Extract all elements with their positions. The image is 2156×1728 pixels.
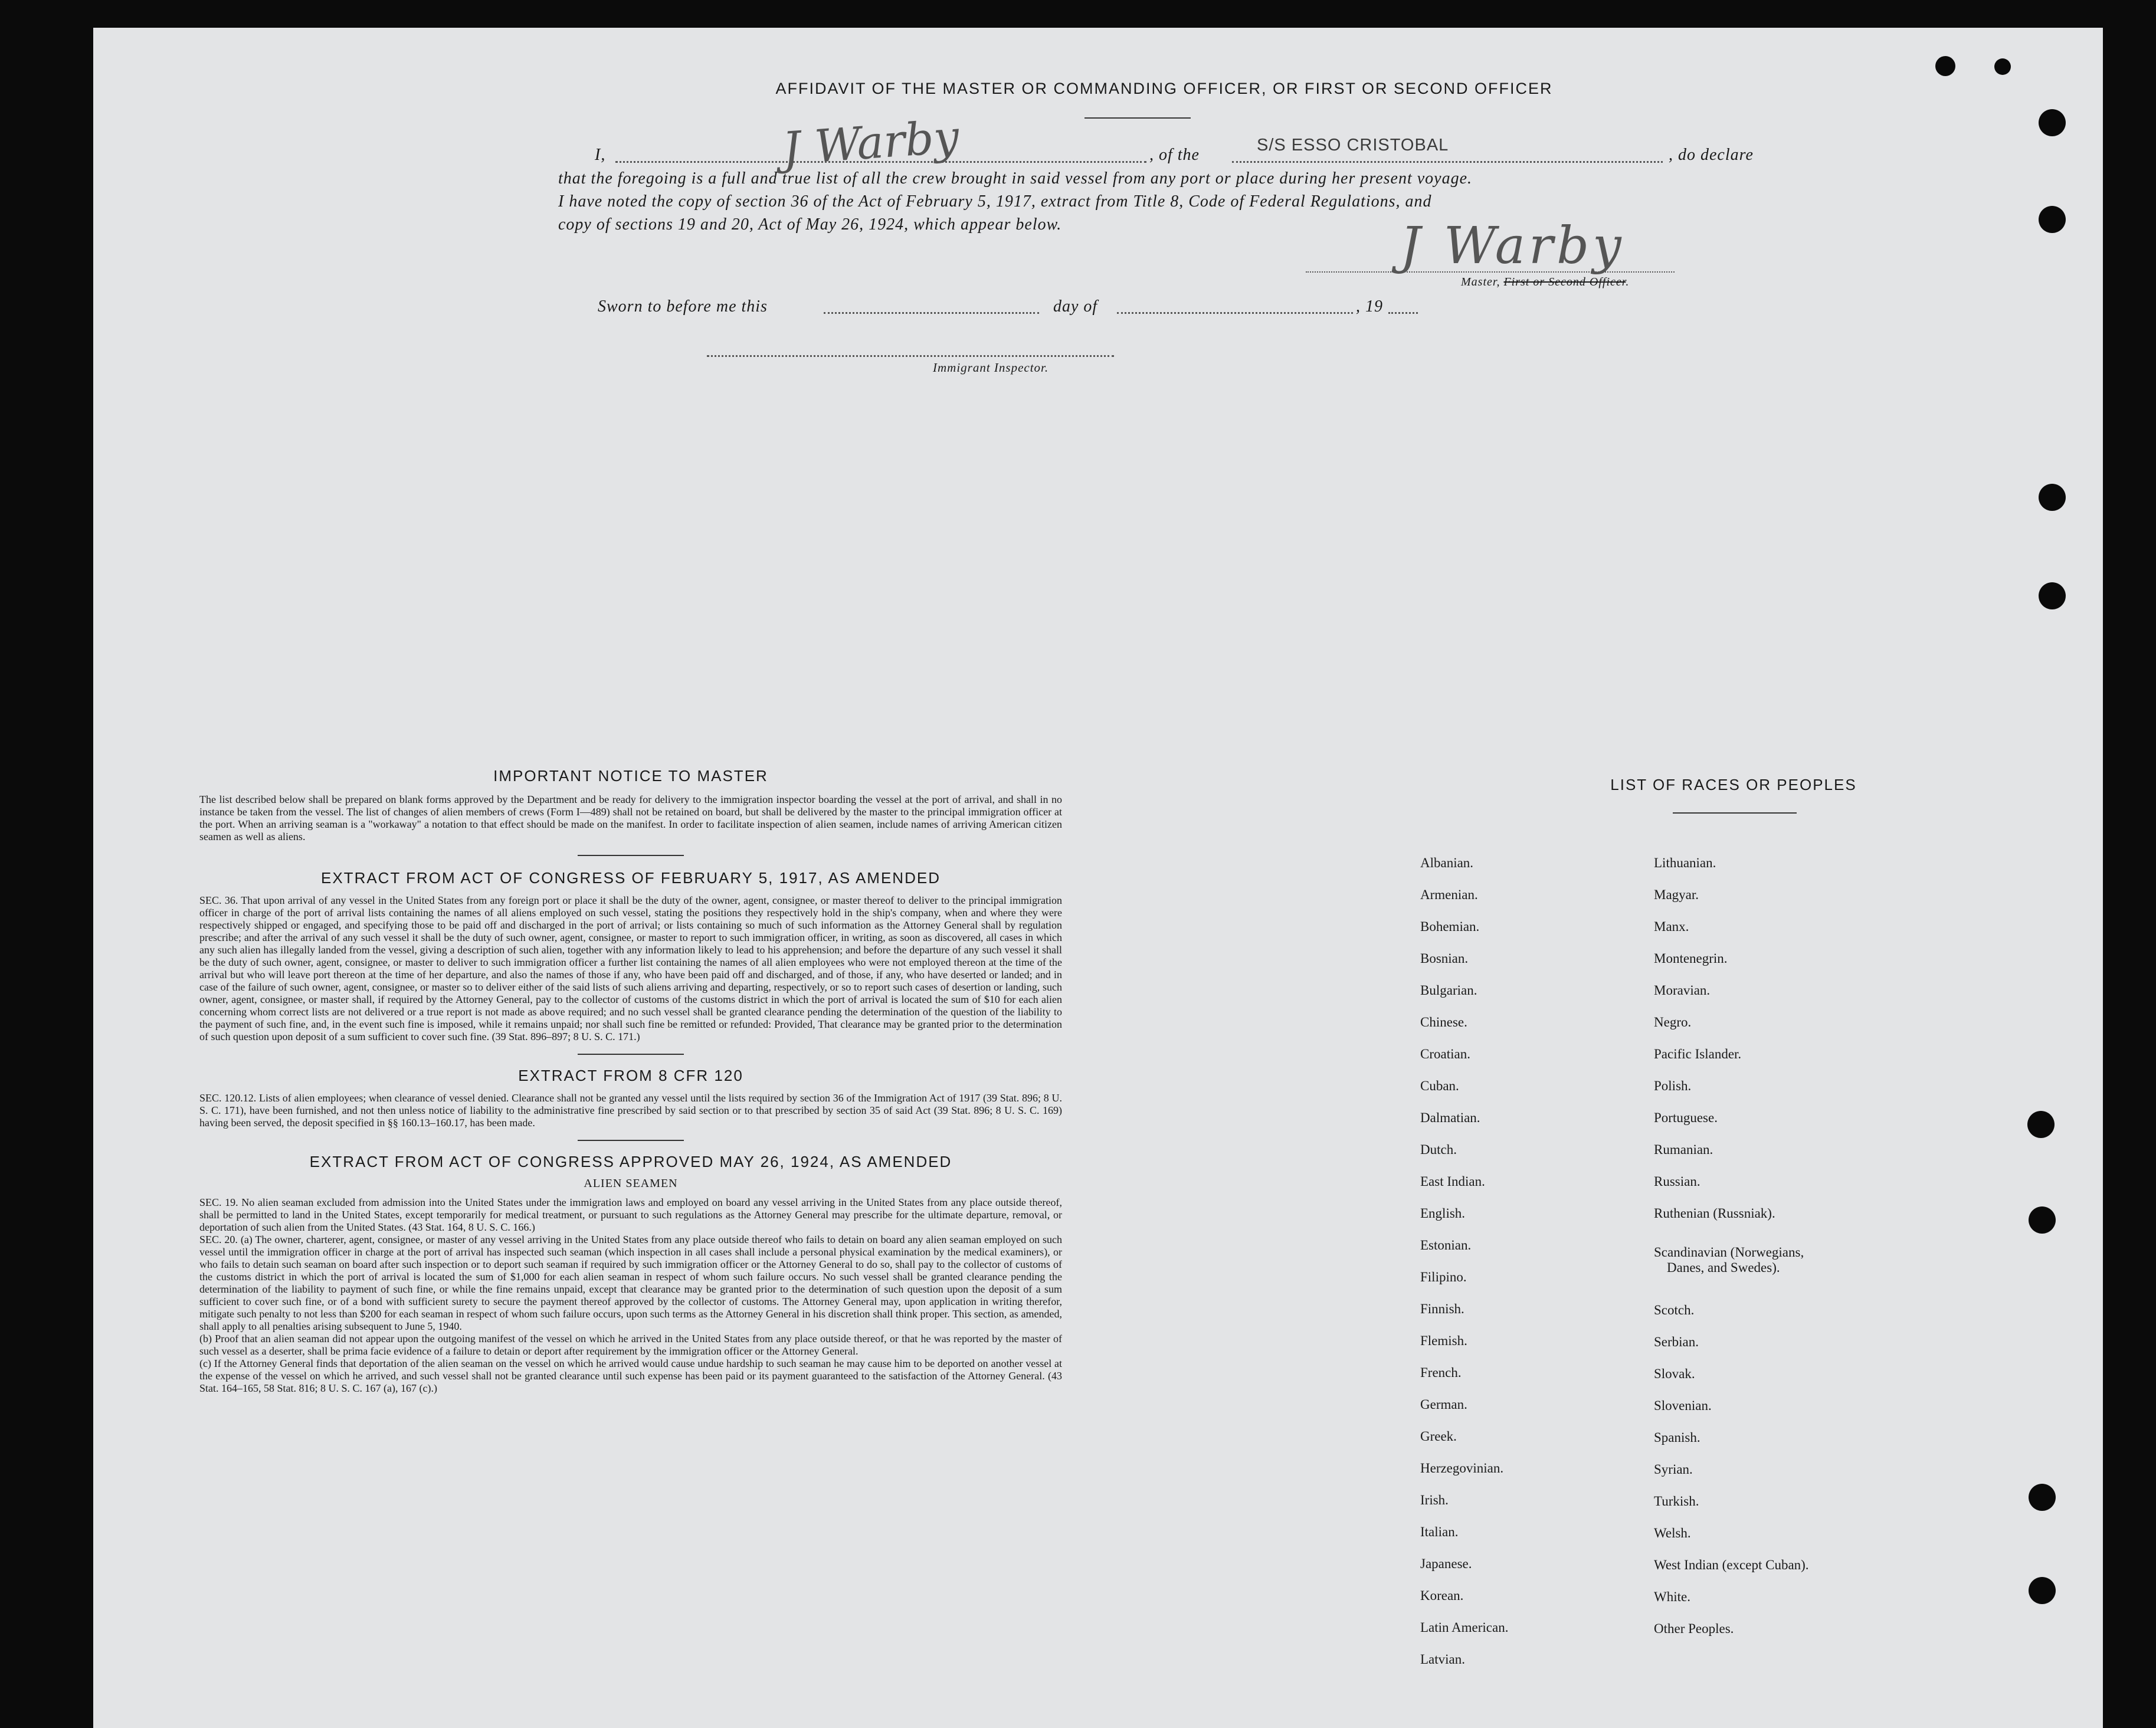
day-of-label: day of (1053, 297, 1098, 316)
race-item: Russian. (1654, 1174, 1700, 1189)
race-item: Negro. (1654, 1015, 1692, 1029)
sec19-text: SEC. 19. No alien seaman excluded from admission into the United States under the immigration laws and employed on board any vessel arriving in the United States from any place outside thereof, shall be permitted to land in the United States, except temporarily for medical treatment, or pursuant to such regulations as the Attorney General may prescribe for the ultimate departure, removal, or deportation of such alien from the United States. (43 Stat. 164, 8 U. S. C. 166.) (199, 1196, 1062, 1233)
race-item: Polish. (1654, 1078, 1692, 1093)
master-signature-field (1306, 271, 1675, 273)
race-item: Albanian. (1420, 855, 1474, 870)
race-item: Cuban. (1420, 1078, 1459, 1093)
declaration-line: that the foregoing is a full and true list of all the crew brought in said vessel from any port or place during her present voyage. (558, 169, 1473, 188)
punch-hole (2027, 1111, 2055, 1138)
sec20a-text: SEC. 20. (a) The owner, charterer, agent, consignee, or master of any vessel arriving in the United States from any place outside thereof who fails to detain on board any alien seaman employed on such vessel until the immigration officer in charge at the port of arrival has inspected such seaman (which inspection in all cases shall include a personal physical examination by the medical examiners), or who fails to detain such seaman on board after such inspection or to deport such seaman if required by such immigration officer or the Attorney General to do so, shall pay to the collector of customs of the customs district in which the port of arrival is located the sum of $1,000 for each alien seaman in respect of whom such failure occurs. No such vessel shall be granted clearance pending the determination of the liability to payment of such fine, or while the fine remains unpaid, except that clearance may be granted prior to the determination of such question upon the deposit of a sum sufficient to cover such fine, or of a bond with sufficient surety to secure the payment thereof approved by the collector of customs. The Attorney General may, upon application in writing therefor, mitigate such penalty to not less than $200 for each seaman in respect of whom such failure occurs, upon such terms as the Attorney General in his discretion shall think proper. This section, as amended, shall apply to all penalties arising subsequent to June 5, 1940. (199, 1234, 1062, 1332)
race-item: Scandinavian (Norwegians, (1654, 1245, 1804, 1260)
race-item: Finnish. (1420, 1301, 1464, 1316)
race-item: Scotch. (1654, 1303, 1695, 1317)
punch-hole (2029, 1206, 2056, 1234)
sworn-month-field (1117, 312, 1353, 314)
declarant-label: I, (595, 146, 606, 164)
extract-cfr-title: EXTRACT FROM 8 CFR 120 (518, 1067, 743, 1084)
race-item: West Indian (except Cuban). (1654, 1558, 1809, 1572)
race-item: East Indian. (1420, 1174, 1485, 1189)
race-item: German. (1420, 1397, 1467, 1412)
divider (1084, 117, 1191, 119)
races-left-list (1420, 855, 1508, 1684)
punch-hole (1935, 56, 1955, 76)
race-item: Bosnian. (1420, 951, 1469, 966)
document-page (93, 28, 2103, 1728)
race-item: Latvian. (1420, 1652, 1465, 1667)
race-item: Magyar. (1654, 887, 1699, 902)
punch-hole (2039, 484, 2066, 511)
race-item: Chinese. (1420, 1015, 1467, 1029)
do-declare-label: , do declare (1669, 146, 1754, 164)
race-item: Slovak. (1654, 1366, 1695, 1381)
affidavit-title: AFFIDAVIT OF THE MASTER OR COMMANDING OFFICER, OR FIRST OR SECOND OFFICER (775, 80, 1553, 97)
extract-1924-subtitle: ALIEN SEAMEN (584, 1177, 678, 1190)
race-item: White. (1654, 1589, 1690, 1604)
extract-1917-text: SEC. 36. That upon arrival of any vessel in the United States from any foreign port or place it shall be the duty of the owner, agent, consignee, or master thereof to deliver to the principal immigration officer in charge of the port of arrival lists containing the names of all aliens employed on such vessel, stating the positions they respectively hold in the ship's company, when and where they were respectively shipped or engaged, and specifying those to be paid off and discharged in the port of arrival; or lists containing so much of such information as the Attorney General shall by regulation prescribe; and after the arrival of any such vessel it shall be the duty of such owner, agent, consignee, or master to report to such immigration officer, in writing, as soon as discovered, all cases in which any such alien has illegally landed from the vessel, giving a description of such alien, together with any information likely to lead to his apprehension; and before the departure of any such vessel it shall be the duty of such owner, agent, consignee, or master to deliver to such immigration officer a further list containing the names of all alien employees who were not employed thereon at the time of the arrival but who will leave port thereon at the time of her departure, and also the names of those if any, who have been paid off and discharged, and of those, if any, who have deserted or landed; and in case of the failure of such owner, agent, consignee, or master so to deliver either of the said lists of such aliens arriving and departing, respectively, or so to report such cases of desertion or landing, such owner, agent, consignee, or master shall, if required by the Attorney General, pay to the collector of customs of the customs district in which the port of arrival is located the sum of $10 for each alien concerning whom correct lists are not delivered or a true report is not made as above required; and no such vessel shall be granted clearance pending the determination of the question of the liability to the payment of such fine, and, in the event such fine is imposed, while it remains unpaid; nor shall such fine be remitted or refunded: Provided, That clearance may be granted prior to the determination of such question upon deposit of a sum sufficient to cover such fine. (39 Stat. 896–897; 8 U. S. C. 171.) (199, 894, 1062, 1042)
divider (1673, 812, 1797, 814)
race-item: Turkish. (1654, 1494, 1699, 1509)
notice-text: The list described below shall be prepared on blank forms approved by the Department and be ready for delivery to the immigration inspector boarding the vessel at the port of arrival, and shall in no instance be taken from the vessel. The list of changes of alien members of crews (Form I—489) shall not be retained on board, but shall be delivered by the master to the principal immigration officer at the port. When an arriving seaman is a "workaway" a notation to that effect should be made on the manifest. In order to facilitate inspection of alien seamen, include names of arriving American citizen seamen as well as aliens. (199, 793, 1062, 842)
races-right-list (1654, 855, 1809, 1653)
race-item: Pacific Islander. (1654, 1047, 1742, 1061)
race-item: Korean. (1420, 1588, 1464, 1603)
punch-hole (1994, 58, 2011, 75)
extract-cfr-text: SEC. 120.12. Lists of alien employees; when clearance of vessel denied. Clearance shall not be granted any vessel until the lists required by section 36 of the Immigration Act of 1917 (39 Stat. 896; 8 U. S. C. 171), have been furnished, and not then unless notice of liability to the administrative fine prescribed by said section or to that prescribed by section 35 of said Act (39 Stat. 896; 8 U. S. C. 169) having been served, the deposit specified in §§ 160.13–160.17, has been made. (199, 1092, 1062, 1129)
race-item: Bulgarian. (1420, 983, 1477, 998)
race-item: Greek. (1420, 1429, 1457, 1444)
punch-hole (2039, 582, 2066, 609)
race-item: Welsh. (1654, 1526, 1691, 1540)
race-item: Irish. (1420, 1493, 1449, 1507)
race-item: English. (1420, 1206, 1466, 1221)
race-item: Ruthenian (Russniak). (1654, 1206, 1775, 1221)
extract-1924-title: EXTRACT FROM ACT OF CONGRESS APPROVED MAY 26, 1924, AS AMENDED (309, 1153, 952, 1170)
extract-1917-title: EXTRACT FROM ACT OF CONGRESS OF FEBRUARY 5, 1917, AS AMENDED (321, 869, 941, 887)
race-item: Montenegrin. (1654, 951, 1728, 966)
declarant-signature: J Warby (781, 110, 961, 175)
race-item: Syrian. (1654, 1462, 1693, 1477)
race-item: Flemish. (1420, 1333, 1467, 1348)
sworn-day-field (824, 312, 1039, 314)
punch-hole (2029, 1577, 2056, 1604)
race-item: Manx. (1654, 919, 1689, 934)
race-item: Danes, and Swedes). (1667, 1260, 1780, 1275)
race-item: French. (1420, 1365, 1462, 1380)
race-item: Other Peoples. (1654, 1621, 1734, 1636)
race-item: Dalmatian. (1420, 1110, 1480, 1125)
master-signature: J Warby (1400, 217, 1625, 276)
master-title: Master, First or Second Officer. (1461, 276, 1630, 288)
divider (578, 1054, 684, 1055)
race-item: Lithuanian. (1654, 855, 1716, 870)
race-item: Spanish. (1654, 1430, 1700, 1445)
race-item: Bohemian. (1420, 919, 1480, 934)
race-item: Latin American. (1420, 1620, 1509, 1635)
punch-hole (2039, 206, 2066, 233)
race-item: Slovenian. (1654, 1398, 1712, 1413)
declaration-line: I have noted the copy of section 36 of the Act of February 5, 1917, extract from Title 8, Code of Federal Regulations, and (558, 192, 1432, 211)
vessel-name: S/S ESSO CRISTOBAL (1257, 136, 1449, 155)
year-label: , 19 (1356, 297, 1383, 316)
race-item: Dutch. (1420, 1142, 1457, 1157)
sworn-label: Sworn to before me this (598, 297, 768, 316)
race-item: Armenian. (1420, 887, 1478, 902)
struck-officer-label: First or Second Officer (1503, 276, 1626, 288)
declaration-line: copy of sections 19 and 20, Act of May 26, 1924, which appear below. (558, 215, 1062, 234)
race-item: Herzegovinian. (1420, 1461, 1504, 1475)
divider (578, 1140, 684, 1141)
races-title: LIST OF RACES OR PEOPLES (1610, 776, 1857, 793)
sec20c-text: (c) If the Attorney General finds that deportation of the alien seaman on the vessel on which he arrived would cause undue hardship to such seaman he may cause him to be deported on another vessel at the expense of the vessel on which he arrived, and such vessel shall not be granted clearance until such expense has been paid or its payment guaranteed to the satisfaction of the Attorney General. (43 Stat. 164–165, 58 Stat. 816; 8 U. S. C. 167 (a), 167 (c).) (199, 1358, 1062, 1394)
of-the-label: , of the (1149, 146, 1200, 164)
divider (578, 855, 684, 856)
inspector-signature-field (707, 355, 1114, 357)
punch-hole (2039, 109, 2066, 136)
race-item: Japanese. (1420, 1556, 1472, 1571)
notice-title: IMPORTANT NOTICE TO MASTER (493, 767, 768, 785)
race-item: Italian. (1420, 1524, 1459, 1539)
vessel-name-field (1232, 161, 1663, 163)
sec20b-text: (b) Proof that an alien seaman did not appear upon the outgoing manifest of the vessel on which he arrived in the United States from any place outside thereof, or that he was reported by the master of such vessel as a deserter, shall be prima facie evidence of a failure to detain or deport after requirement by the immigration officer or the Attorney General. (199, 1333, 1062, 1357)
race-item: Serbian. (1654, 1334, 1699, 1349)
race-item: Portuguese. (1654, 1110, 1718, 1125)
inspector-label: Immigrant Inspector. (933, 360, 1049, 375)
race-item: Croatian. (1420, 1047, 1470, 1061)
race-item: Moravian. (1654, 983, 1711, 998)
race-item: Filipino. (1420, 1270, 1467, 1284)
sworn-year-field (1388, 312, 1418, 314)
race-item: Estonian. (1420, 1238, 1472, 1252)
race-item: Rumanian. (1654, 1142, 1713, 1157)
punch-hole (2029, 1484, 2056, 1511)
notices-column (199, 767, 1062, 1395)
